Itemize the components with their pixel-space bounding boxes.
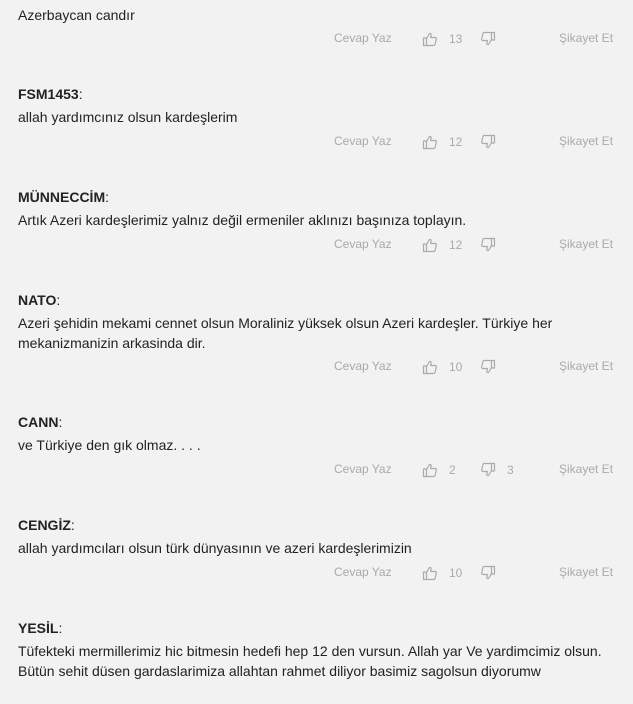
- author-name: NATO: [18, 292, 57, 308]
- author-name: CANN: [18, 414, 59, 430]
- comment-text: allah yardımcınız olsun kardeşlerim: [18, 109, 238, 125]
- comment-actions: [0, 134, 633, 152]
- comment-author: MÜNNECCİM:: [18, 189, 109, 205]
- reply-button[interactable]: Cevap Yaz: [334, 462, 392, 476]
- thumbs-down-icon[interactable]: [480, 462, 496, 478]
- dislike-count: 3: [507, 463, 514, 477]
- like-count: 12: [449, 135, 463, 149]
- thumbs-down-icon[interactable]: [480, 31, 496, 47]
- like-count: 10: [449, 360, 463, 374]
- author-name: FSM1453: [18, 86, 79, 102]
- thumbs-down-icon[interactable]: [480, 237, 496, 253]
- thumbs-up-icon[interactable]: [422, 134, 438, 150]
- thumbs-up-icon[interactable]: [422, 359, 438, 375]
- author-name: CENGİZ: [18, 517, 71, 533]
- comment-author: CANN:: [18, 414, 63, 430]
- comment-text: allah yardımcıları olsun türk dünyasının ve azeri kardeşlerimizin: [18, 540, 412, 556]
- thumbs-down-icon[interactable]: [480, 134, 496, 150]
- comment-text: Azerbaycan candır: [18, 7, 135, 23]
- report-button[interactable]: Şikayet Et: [559, 134, 614, 148]
- thumbs-up-icon[interactable]: [422, 31, 438, 47]
- author-name: YESİL: [18, 620, 59, 636]
- reply-button[interactable]: Cevap Yaz: [334, 134, 392, 148]
- thumbs-up-icon[interactable]: [422, 565, 438, 581]
- report-button[interactable]: Şikayet Et: [559, 462, 614, 476]
- reply-button[interactable]: Cevap Yaz: [334, 565, 392, 579]
- comment-author: CENGİZ:: [18, 517, 75, 533]
- author-name: MÜNNECCİM: [18, 189, 106, 205]
- comment-actions: [0, 359, 633, 377]
- thumbs-down-icon[interactable]: [480, 359, 496, 375]
- comment-text: Azeri şehidin mekami cennet olsun Moraliniz yüksek olsun Azeri kardeşler. Türkiye her mekanizmanizin arkasinda dir.: [18, 315, 553, 351]
- like-count: 12: [449, 238, 463, 252]
- report-button[interactable]: Şikayet Et: [559, 237, 614, 251]
- comment-author: FSM1453:: [18, 86, 83, 102]
- reply-button[interactable]: Cevap Yaz: [334, 31, 392, 45]
- reply-button[interactable]: Cevap Yaz: [334, 237, 392, 251]
- thumbs-down-icon[interactable]: [480, 565, 496, 581]
- comment-text: Tüfekteki mermillerimiz hic bitmesin hedefi hep 12 den vursun. Allah yar Ve yardimcimiz olsun. Bütün sehit düsen gardaslarimiza allahtan rahmet diliyor basimiz sagolsun diyorumw: [18, 643, 602, 679]
- report-button[interactable]: Şikayet Et: [559, 31, 614, 45]
- comment-actions: [0, 565, 633, 583]
- comment-actions: [0, 237, 633, 255]
- comment-author: YESİL:: [18, 620, 63, 636]
- report-button[interactable]: Şikayet Et: [559, 565, 614, 579]
- like-count: 2: [449, 463, 456, 477]
- report-button[interactable]: Şikayet Et: [559, 359, 614, 373]
- comment-author: NATO:: [18, 292, 61, 308]
- comment-actions: [0, 31, 633, 49]
- comment-text: Artık Azeri kardeşlerimiz yalnız değil ermeniler aklınızı başınıza toplayın.: [18, 212, 467, 228]
- reply-button[interactable]: Cevap Yaz: [334, 359, 392, 373]
- comment-text: ve Türkiye den gık olmaz. . . .: [18, 437, 201, 453]
- like-count: 13: [449, 32, 463, 46]
- thumbs-up-icon[interactable]: [422, 462, 438, 478]
- comment-actions: [0, 462, 633, 480]
- like-count: 10: [449, 566, 463, 580]
- thumbs-up-icon[interactable]: [422, 237, 438, 253]
